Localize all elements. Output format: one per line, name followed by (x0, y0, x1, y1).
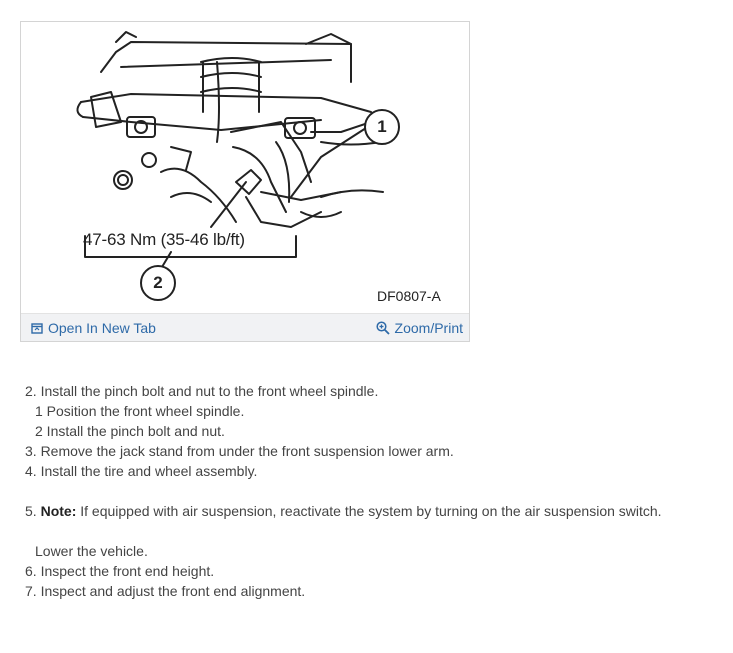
note-label: Note: (40, 503, 77, 519)
step-4: 4. Install the tire and wheel assembly. (25, 463, 258, 479)
diagram-figure (20, 21, 470, 342)
open-in-new-tab-link[interactable] (31, 320, 156, 336)
step-2: 2. Install the pinch bolt and nut to the front wheel spindle. (25, 383, 379, 399)
new-tab-icon (31, 322, 43, 334)
step-5-number: 5. (25, 503, 41, 519)
figure-id: DF0807-A (377, 288, 441, 304)
figure-toolbar (21, 313, 469, 341)
substep-5-lower-vehicle: Lower the vehicle. (35, 543, 148, 559)
torque-spec-label: 47-63 Nm (35-46 lb/ft) (83, 230, 245, 249)
procedure-steps (25, 381, 662, 601)
step-6: 6. Inspect the front end height. (25, 563, 215, 579)
spacer (25, 481, 662, 501)
callout-1: 1 (377, 117, 387, 136)
spacer (25, 521, 662, 541)
callout-2: 2 (153, 273, 163, 292)
step-7: 7. Inspect and adjust the front end alignment. (25, 583, 306, 599)
substep-2-2: 2 Install the pinch bolt and nut. (35, 423, 225, 439)
step-5 (25, 501, 662, 521)
step-3: 3. Remove the jack stand from under the front suspension lower arm. (25, 443, 454, 459)
zoom-print-label: Zoom/Print (394, 319, 463, 336)
open-in-new-tab-label: Open In New Tab (48, 319, 156, 336)
zoom-print-link[interactable] (376, 320, 463, 336)
suspension-illustration (21, 22, 469, 313)
note-text: If equipped with air suspension, reactivate the system by turning on the air suspension switch. (76, 503, 662, 519)
zoom-in-icon (376, 321, 390, 335)
substep-2-1: 1 Position the front wheel spindle. (35, 403, 245, 419)
